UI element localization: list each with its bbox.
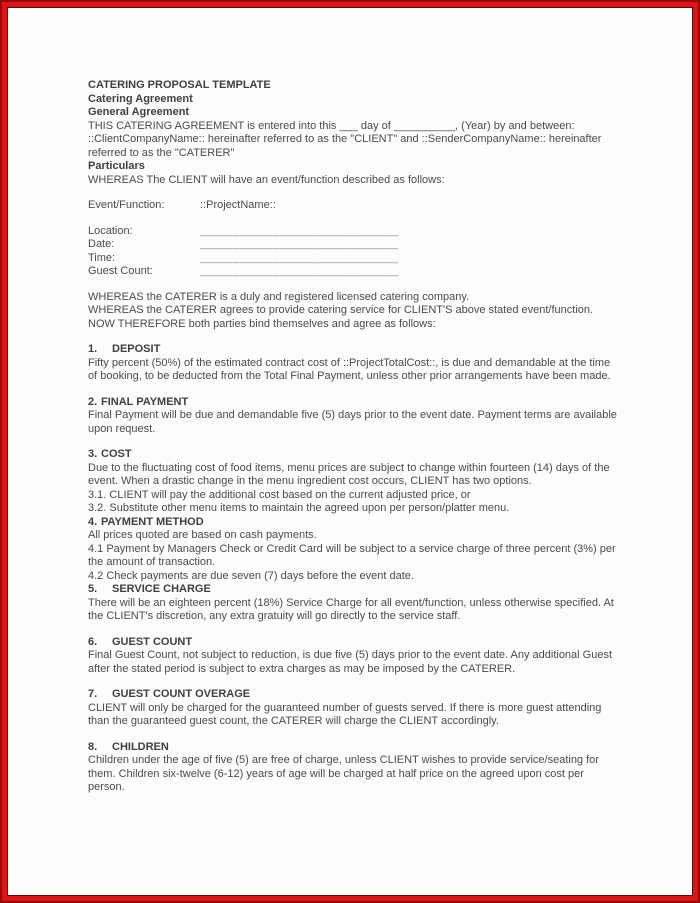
time-field-row (88, 252, 620, 266)
section-service-charge (88, 583, 620, 624)
section-number: 6. (88, 635, 98, 648)
section-number: 2. (88, 395, 98, 408)
guest-count-blank-line: ______________________________ (200, 265, 399, 277)
section-cost-heading (88, 448, 620, 462)
section-title: SERVICE CHARGE (112, 583, 211, 595)
section-guest-count (88, 636, 620, 677)
event-function-label: Event/Function: (88, 199, 165, 211)
recital-caterer-agrees: WHEREAS the CATERER agrees to provide catering service for CLIENT'S above stated event/function. (88, 304, 594, 316)
section-title: GUEST COUNT (112, 635, 193, 648)
section-cost-option-1: 3.1. CLIENT will pay the additional cost based on the current adjusted price, or (88, 488, 471, 501)
detail-fields-group (88, 225, 620, 279)
section-deposit-heading (88, 343, 620, 357)
section-number: 4. (88, 515, 98, 528)
document-page (7, 7, 693, 896)
section-final-payment (88, 396, 620, 437)
recitals-block (88, 291, 620, 332)
guest-count-field-row (88, 265, 620, 279)
section-number: 8. (88, 740, 98, 753)
document-title: CATERING PROPOSAL TEMPLATE (88, 79, 271, 91)
section-number: 7. (88, 688, 98, 700)
section-number: 3. (88, 448, 98, 460)
date-field-row (88, 238, 620, 252)
document-content (8, 8, 692, 795)
event-function-row (88, 199, 620, 213)
section-title: GUEST COUNT OVERAGE (112, 688, 251, 700)
section-children-body: Children under the age of five (5) are free of charge, unless CLIENT wishes to provide service/seating for them. Children six-twelve (6-12) years of age will be charged at half price on the agreed upon cost per person. (88, 754, 599, 793)
particulars-heading: Particulars (88, 160, 145, 172)
time-blank-line: ______________________________ (200, 251, 399, 264)
recital-caterer-licensed: WHEREAS the CATERER is a duly and registered licensed catering company. (88, 290, 470, 303)
page-frame (2, 2, 698, 901)
guest-count-label: Guest Count: (88, 265, 153, 277)
section-children-heading (88, 741, 620, 755)
section-service-charge-body: There will be an eighteen percent (18%) Service Charge for all event/function, unless otherwise specified. At the CLIENT's discretion, any extra gratuity will go directly to the service staff. (88, 596, 614, 622)
location-label: Location: (88, 224, 133, 237)
event-function-value: ::ProjectName:: (200, 199, 276, 211)
section-cost-body: Due to the fluctuating cost of food items, menu prices are subject to change within fourteen (14) days of the event. When a drastic change in the menu ingredient cost occurs, CLIENT has two options. (88, 461, 610, 487)
section-title: PAYMENT METHOD (101, 515, 204, 528)
section-deposit-body: Fifty percent (50%) of the estimated contract cost of ::ProjectTotalCost::, is due and demandable at the time of booking, to be deducted from the Total Final Payment, unless other prior arrangements have been made. (88, 356, 611, 382)
date-blank-line: ______________________________ (200, 238, 399, 250)
intro-line-1: THIS CATERING AGREEMENT is entered into this ___ day of __________, (Year) by and between: (88, 119, 575, 132)
whereas-event-clause: WHEREAS The CLIENT will have an event/function described as follows: (88, 173, 445, 186)
section-final-payment-body: Final Payment will be due and demandable five (5) days prior to the event date. Payment terms are available upon request. (88, 409, 617, 435)
section-title: FINAL PAYMENT (101, 395, 189, 408)
section-guest-count-body: Final Guest Count, not subject to reduction, is due five (5) days prior to the event date. Any additional Guest after the stated period is subject to extra charges as may be imposed by the CATERER. (88, 649, 613, 675)
section-guest-count-heading (88, 636, 620, 650)
section-payment-method (88, 516, 620, 584)
date-label: Date: (88, 238, 115, 250)
section-service-charge-heading (88, 583, 620, 597)
section-title: CHILDREN (112, 740, 169, 753)
section-deposit (88, 343, 620, 384)
payment-method-subitem-2: 4.2 Check payments are due seven (7) days before the event date. (88, 569, 414, 582)
section-payment-method-body: All prices quoted are based on cash payments. (88, 529, 317, 541)
recital-now-therefore: NOW THEREFORE both parties bind themselves and agree as follows: (88, 317, 436, 330)
document-subtitle-general-agreement: General Agreement (88, 106, 190, 118)
section-payment-method-heading (88, 516, 620, 530)
location-field-row (88, 225, 620, 239)
payment-method-subitem-1: 4.1 Payment by Managers Check or Credit Card will be subject to a service charge of three percent (3%) per the amount of transaction. (88, 542, 616, 568)
section-number: 5. (88, 583, 98, 595)
intro-line-2: ::ClientCompanyName:: hereinafter referred to as the "CLIENT" and ::SenderCompanyName:: hereinafter referred to as the "CATERER" (88, 133, 602, 159)
section-title: COST (101, 448, 132, 460)
section-guest-count-overage-heading (88, 688, 620, 702)
location-blank-line: ______________________________ (200, 224, 399, 237)
time-label: Time: (88, 251, 116, 264)
document-subtitle-catering-agreement: Catering Agreement (88, 92, 193, 105)
section-final-payment-heading (88, 396, 620, 410)
section-title: DEPOSIT (112, 343, 161, 355)
section-number: 1. (88, 343, 98, 355)
section-guest-count-overage-body: CLIENT will only be charged for the guaranteed number of guests served. If there is more guest attending than the guaranteed guest count, the CATERER will charge the CLIENT accordingly. (88, 701, 602, 727)
section-cost-option-2: 3.2. Substitute other menu items to maintain the agreed upon per person/platter menu. (88, 502, 510, 514)
section-guest-count-overage (88, 688, 620, 729)
section-children (88, 741, 620, 795)
section-cost (88, 448, 620, 516)
